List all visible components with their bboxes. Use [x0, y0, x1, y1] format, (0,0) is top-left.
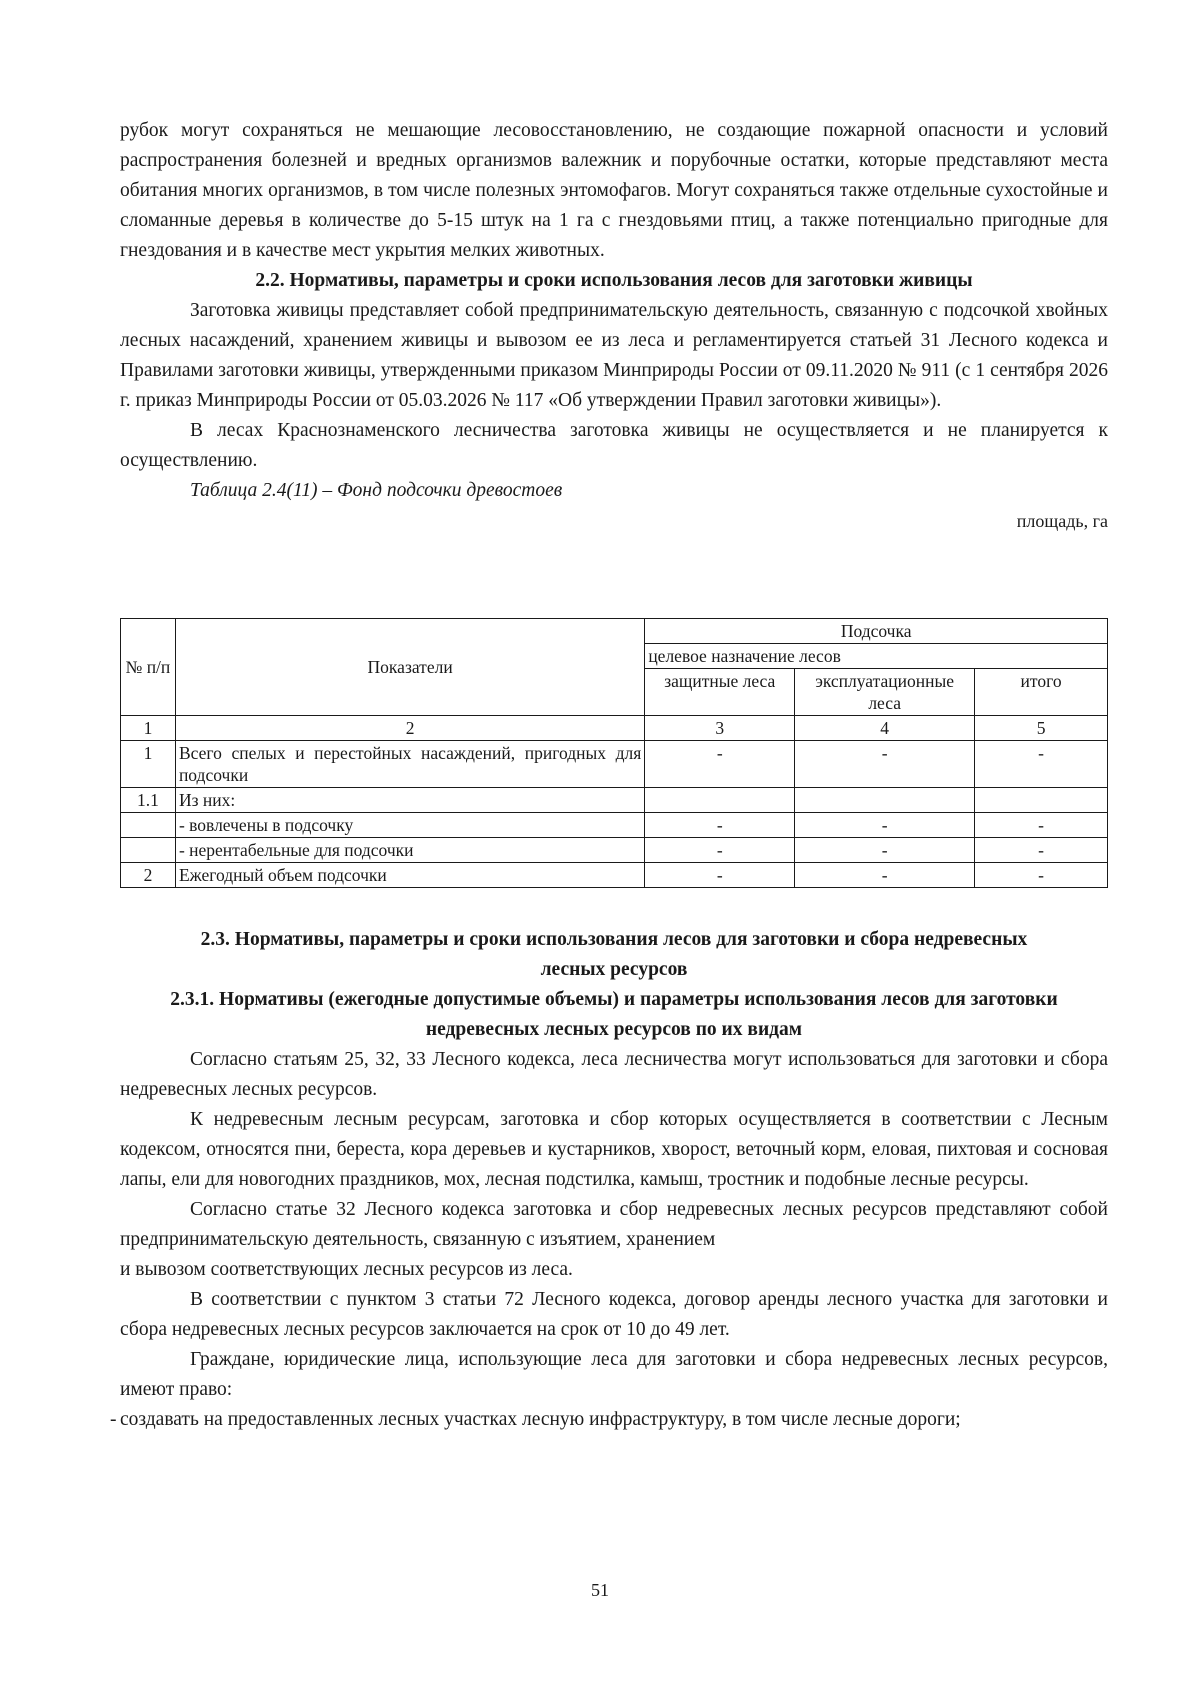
row-exploitation: - — [795, 813, 975, 838]
row-name: Ежегодный объем подсочки — [175, 863, 644, 888]
row-num: 1.1 — [121, 788, 176, 813]
table-row — [121, 838, 1108, 863]
row-name: Из них: — [175, 788, 644, 813]
row-num: 1 — [121, 741, 176, 788]
top-text-block — [120, 116, 1108, 536]
paragraph-article-32: Согласно статье 32 Лесного кодекса заготовка и сбор недревесных лесных ресурсов представляют собой предпринимательскую деятельность, связанную с изъятием, хранением — [120, 1199, 1108, 1250]
row-exploitation — [795, 788, 975, 813]
table-row — [121, 788, 1108, 813]
table-unit: площадь, га — [1016, 511, 1108, 531]
header-purpose: целевое назначение лесов — [645, 644, 1108, 669]
header-num: № п/п — [121, 619, 176, 716]
header-total: итого — [975, 669, 1108, 716]
row-exploitation: - — [795, 863, 975, 888]
section-heading-2-3: 2.3. Нормативы, параметры и сроки использования лесов для заготовки и сбора недревесных лесных ресурсов — [200, 929, 1028, 980]
row-num — [121, 838, 176, 863]
column-number: 4 — [795, 716, 975, 741]
row-name: Всего спелых и перестойных насаждений, пригодных для подсочки — [175, 741, 644, 788]
column-number: 3 — [645, 716, 795, 741]
row-protective: - — [645, 813, 795, 838]
paragraph-lease-term: В соответствии с пунктом 3 статьи 72 Лесного кодекса, договор аренды лесного участка для заготовки и сбора недревесных лесных ресурсов заключается на срок от 10 до 49 лет. — [120, 1289, 1108, 1340]
paragraph-resource-list: К недревесным лесным ресурсам, заготовка и сбор которых осуществляется в соответствии с Лесным кодексом, относятся пни, береста, кора деревьев и кустарников, хворост, веточный корм, еловая, пихтовая и сосновая лапы, ели для новогодних праздников, мох, лесная подстилка, камыш, тростник и подобные лесные ресурсы. — [120, 1109, 1108, 1190]
table-column-number-row — [121, 716, 1108, 741]
row-protective: - — [645, 741, 795, 788]
table-row — [121, 863, 1108, 888]
header-protective: защитные леса — [645, 669, 795, 716]
header-indicators: Показатели — [175, 619, 644, 716]
section-heading-2-2: 2.2. Нормативы, параметры и сроки использования лесов для заготовки живицы — [255, 270, 973, 291]
column-number: 1 — [121, 716, 176, 741]
section-heading-2-3-1: 2.3.1. Нормативы (ежегодные допустимые объемы) и параметры использования лесов для заготовки недревесных лесных ресурсов по их видам — [170, 989, 1058, 1040]
row-total: - — [975, 741, 1108, 788]
paragraph-article-32-end: и вывозом соответствующих лесных ресурсов из леса. — [120, 1259, 573, 1280]
paragraph-rights-intro: Граждане, юридические лица, использующие леса для заготовки и сбора недревесных лесных ресурсов, имеют право: — [120, 1349, 1108, 1400]
paragraph-resin-definition: Заготовка живицы представляет собой предпринимательскую деятельность, связанную с подсочкой хвойных лесных насаждений, хранением живицы и вывозом ее из леса и регламентируется статьей 31 Лесного кодекса и Правилами заготовки живицы, утвержденными приказом Минприроды России от 09.11.2020 № 911 (с 1 сентября 2026 г. приказ Минприроды России от 05.03.2026 № 117 «Об утверждении Правил заготовки живицы»). — [120, 300, 1108, 411]
paragraph-articles: Согласно статьям 25, 32, 33 Лесного кодекса, леса лесничества могут использоваться для заготовки и сбора недревесных лесных ресурсов. — [120, 1049, 1108, 1100]
row-total: - — [975, 863, 1108, 888]
column-number: 2 — [175, 716, 644, 741]
row-total — [975, 788, 1108, 813]
tapping-fund-table — [120, 618, 1108, 888]
paragraph-resin-not-planned: В лесах Краснознаменского лесничества заготовка живицы не осуществляется и не планируется к осуществлению. — [120, 420, 1108, 471]
row-protective — [645, 788, 795, 813]
row-protective: - — [645, 838, 795, 863]
row-num: 2 — [121, 863, 176, 888]
header-tapping: Подсочка — [645, 619, 1108, 644]
header-exploitation: эксплуатационные леса — [795, 669, 975, 716]
row-protective: - — [645, 863, 795, 888]
row-name: - нерентабельные для подсочки — [175, 838, 644, 863]
page-number: 51 — [591, 1580, 609, 1600]
row-name: - вовлечены в подсочку — [175, 813, 644, 838]
bottom-text-block — [120, 925, 1108, 1435]
table-row — [121, 741, 1108, 788]
list-item: - создавать на предоставленных лесных участках лесную инфраструктуру, в том числе лесные дороги; — [120, 1405, 1108, 1435]
continuation-paragraph: рубок могут сохраняться не мешающие лесовосстановлению, не создающие пожарной опасности и условий распространения болезней и вредных организмов валежник и порубочные остатки, которые представляют места обитания многих организмов, в том числе полезных энтомофагов. Могут сохраняться также отдельные сухостойные и сломанные деревья в количестве до 5-15 штук на 1 га с гнездовьями птиц, а также потенциально пригодные для гнездования и в качестве мест укрытия мелких животных. — [120, 120, 1108, 261]
row-exploitation: - — [795, 838, 975, 863]
row-num — [121, 813, 176, 838]
column-number: 5 — [975, 716, 1108, 741]
table-caption: Таблица 2.4(11) – Фонд подсочки древостоев — [190, 480, 563, 501]
table-header-row — [121, 619, 1108, 644]
row-total: - — [975, 813, 1108, 838]
row-exploitation: - — [795, 741, 975, 788]
table-row — [121, 813, 1108, 838]
row-total: - — [975, 838, 1108, 863]
